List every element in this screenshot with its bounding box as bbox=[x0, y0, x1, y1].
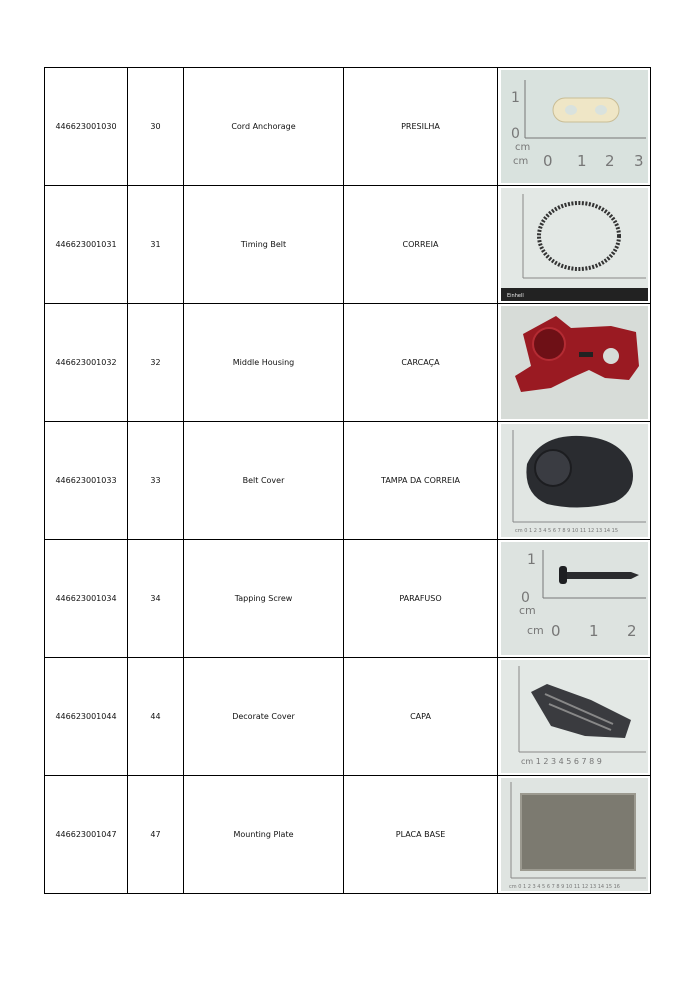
part-name-portuguese: PRESILHA bbox=[344, 68, 498, 186]
part-code: 446623001034 bbox=[45, 540, 128, 658]
timing-belt-photo bbox=[501, 188, 648, 301]
part-name-english: Timing Belt bbox=[184, 186, 344, 304]
part-name-portuguese: PARAFUSO bbox=[344, 540, 498, 658]
position-number: 44 bbox=[128, 658, 184, 776]
part-code: 446623001047 bbox=[45, 776, 128, 894]
mounting-plate-photo bbox=[501, 778, 648, 891]
position-number: 32 bbox=[128, 304, 184, 422]
table-row bbox=[45, 658, 651, 776]
part-photo-cell bbox=[498, 658, 651, 776]
svg-text:1: 1 bbox=[588, 622, 599, 640]
svg-text:0: 0 bbox=[510, 126, 520, 142]
part-name-portuguese: PLACA BASE bbox=[344, 776, 498, 894]
table-row bbox=[45, 68, 651, 186]
svg-text:1: 1 bbox=[526, 552, 536, 568]
part-name-portuguese: CARCAÇA bbox=[344, 304, 498, 422]
part-name-english: Middle Housing bbox=[184, 304, 344, 422]
table-row bbox=[45, 422, 651, 540]
svg-text:cm: cm bbox=[518, 604, 536, 617]
part-name-english: Decorate Cover bbox=[184, 658, 344, 776]
table-row bbox=[45, 776, 651, 894]
svg-text:0: 0 bbox=[550, 622, 561, 640]
svg-text:2: 2 bbox=[604, 152, 615, 170]
svg-text:cm: cm bbox=[512, 156, 528, 167]
svg-text:0: 0 bbox=[520, 590, 530, 606]
part-name-english: Cord Anchorage bbox=[184, 68, 344, 186]
position-number: 34 bbox=[128, 540, 184, 658]
position-number: 30 bbox=[128, 68, 184, 186]
tapping-screw-photo bbox=[501, 542, 648, 655]
part-name-portuguese: TAMPA DA CORREIA bbox=[344, 422, 498, 540]
part-code: 446623001033 bbox=[45, 422, 128, 540]
svg-text:1: 1 bbox=[576, 152, 587, 170]
position-number: 31 bbox=[128, 186, 184, 304]
part-photo-cell bbox=[498, 68, 651, 186]
part-name-english: Belt Cover bbox=[184, 422, 344, 540]
svg-text:cm: cm bbox=[526, 624, 544, 637]
svg-text:3: 3 bbox=[633, 152, 644, 170]
part-name-english: Tapping Screw bbox=[184, 540, 344, 658]
middle-housing-photo bbox=[501, 306, 648, 419]
part-photo-cell bbox=[498, 186, 651, 304]
cord-anchorage-photo bbox=[501, 70, 648, 183]
table-row bbox=[45, 304, 651, 422]
svg-text:1: 1 bbox=[510, 90, 520, 106]
table-row bbox=[45, 186, 651, 304]
svg-text:0: 0 bbox=[542, 152, 553, 170]
belt-cover-photo bbox=[501, 424, 648, 537]
svg-text:2: 2 bbox=[626, 622, 637, 640]
part-code: 446623001031 bbox=[45, 186, 128, 304]
part-code: 446623001032 bbox=[45, 304, 128, 422]
part-photo-cell bbox=[498, 422, 651, 540]
part-name-portuguese: CORREIA bbox=[344, 186, 498, 304]
position-number: 47 bbox=[128, 776, 184, 894]
decorate-cover-photo bbox=[501, 660, 648, 773]
part-code: 446623001030 bbox=[45, 68, 128, 186]
part-photo-cell bbox=[498, 776, 651, 894]
part-code: 446623001044 bbox=[45, 658, 128, 776]
part-photo-cell bbox=[498, 304, 651, 422]
svg-text:cm 0 1 2 3 4 5 6 7 8 9 10 11 1: cm 0 1 2 3 4 5 6 7 8 9 10 11 12 13 14 15 bbox=[514, 528, 618, 534]
part-name-portuguese: CAPA bbox=[344, 658, 498, 776]
position-number: 33 bbox=[128, 422, 184, 540]
table-row bbox=[45, 540, 651, 658]
svg-text:cm: cm bbox=[514, 142, 530, 153]
parts-table bbox=[44, 67, 651, 894]
svg-text:cm 0 1 2 3 4 5 6 7 8 9 10 11 1: cm 0 1 2 3 4 5 6 7 8 9 10 11 12 13 14 15 16 bbox=[508, 884, 620, 890]
part-name-english: Mounting Plate bbox=[184, 776, 344, 894]
svg-text:cm 1 2 3 4 5 6 7 8 9: cm 1 2 3 4 5 6 7 8 9 bbox=[520, 757, 602, 766]
svg-text:Einhell: Einhell bbox=[506, 293, 524, 299]
part-photo-cell bbox=[498, 540, 651, 658]
